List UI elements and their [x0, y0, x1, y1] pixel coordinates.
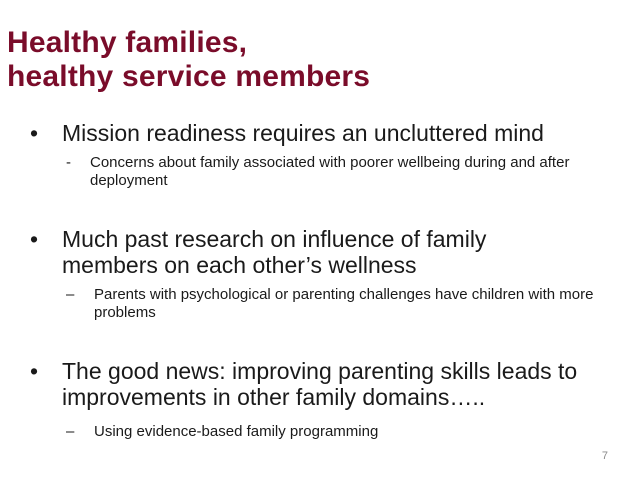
bullet-item — [30, 358, 610, 410]
bullet-text: Much past research on influence of family members on each other’s wellness — [62, 226, 487, 278]
sub-bullet-marker: - — [66, 154, 71, 171]
bullet-marker: • — [30, 226, 39, 252]
sub-bullet-text: Parents with psychological or parenting challenges have children with more problems — [94, 286, 594, 321]
bullet-text: The good news: improving parenting skills leads to improvements in other family domains….. — [62, 358, 578, 410]
sub-bullet-marker: – — [66, 423, 75, 440]
sub-bullet-text: Using evidence-based family programming — [94, 423, 379, 440]
sub-bullet-item — [66, 423, 596, 441]
sub-bullet-text: Concerns about family associated with poorer wellbeing during and after deployment — [90, 154, 570, 189]
slide-title — [7, 26, 370, 94]
sub-bullet-marker: – — [66, 286, 75, 303]
slide-title-line-1: Healthy families, — [7, 26, 248, 59]
slide-title-line-2: healthy service members — [7, 60, 371, 93]
bullet-item — [30, 226, 570, 278]
bullet-marker: • — [30, 120, 39, 146]
sub-bullet-item — [66, 154, 606, 190]
bullet-marker: • — [30, 358, 39, 384]
sub-bullet-item — [66, 286, 596, 322]
bullet-item — [30, 120, 618, 146]
page-number: 7 — [601, 450, 608, 462]
bullet-text: Mission readiness requires an uncluttered mind — [62, 120, 544, 146]
